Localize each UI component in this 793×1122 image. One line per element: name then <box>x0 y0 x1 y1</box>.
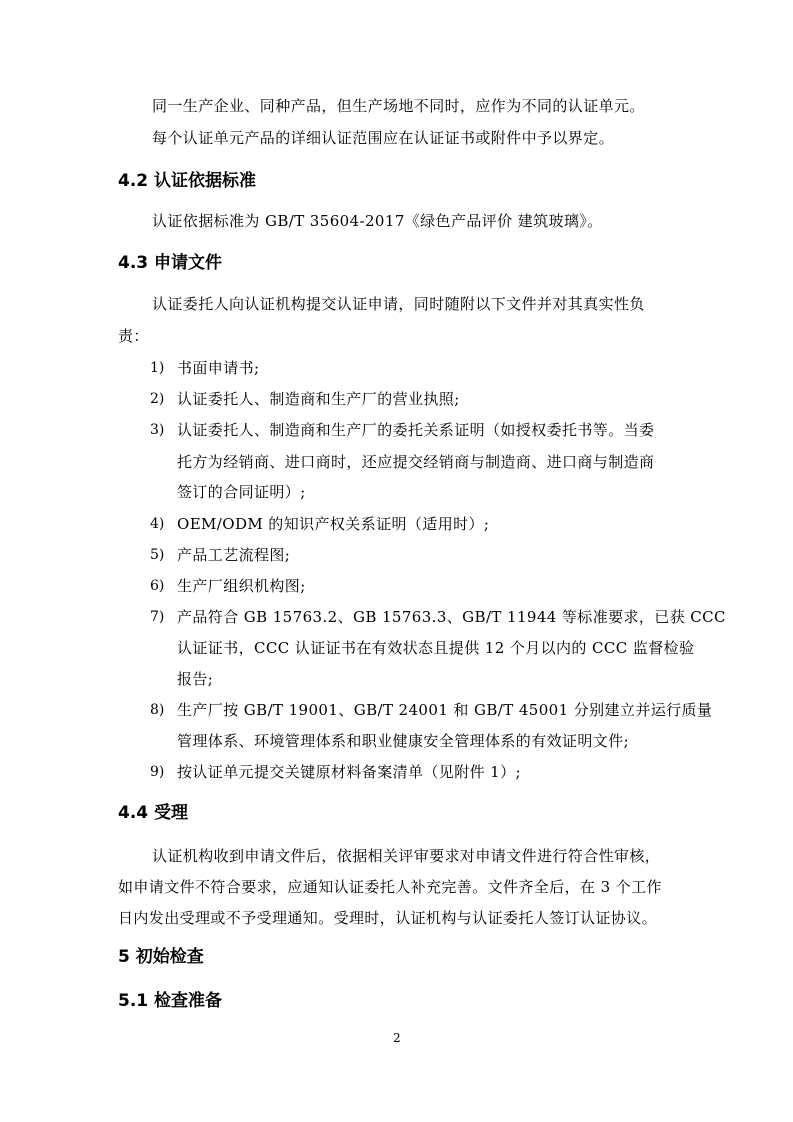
section-5-heading: 5 初始检查 <box>118 947 204 967</box>
section-5-1-heading: 5.1 检查准备 <box>118 991 223 1011</box>
list-item-text: 认证委托人、制造商和生产厂的营业执照; <box>177 390 460 408</box>
intro-line-1: 同一生产企业、同种产品，但生产场地不同时，应作为不同的认证单元。 <box>152 97 645 115</box>
list-item-number: 3) <box>150 422 165 438</box>
section-4-4-heading: 4.4 受理 <box>118 803 189 823</box>
list-item-number: 8) <box>150 702 165 718</box>
list-item-number: 1) <box>150 360 165 376</box>
section-4-4-line-3: 日内发出受理或不予受理通知。受理时，认证机构与认证委托人签订认证协议。 <box>118 909 658 927</box>
list-item-text: 生产厂组织机构图; <box>177 577 306 595</box>
section-4-4-line-2: 如申请文件不符合要求，应通知认证委托人补充完善。文件齐全后，在 3 个工作 <box>118 878 662 896</box>
list-item-number: 2) <box>150 391 165 407</box>
list-item-number: 5) <box>150 547 165 563</box>
list-item-number: 9) <box>150 764 165 780</box>
section-4-4-line-1: 认证机构收到申请文件后，依据相关评审要求对申请文件进行符合性审核， <box>152 847 661 865</box>
section-4-3-heading: 4.3 申请文件 <box>118 253 223 273</box>
section-4-3-intro-line-2: 责： <box>118 327 149 345</box>
list-item-text: 产品符合 GB 15763.2、GB 15763.3、GB/T 11944 等标准要求，已获 CCC <box>177 608 726 626</box>
list-item-number: 4) <box>150 516 165 532</box>
list-item-number: 7) <box>150 609 165 625</box>
page-number: 2 <box>393 1031 401 1045</box>
list-item-text: 管理体系、环境管理体系和职业健康安全管理体系的有效证明文件; <box>177 732 630 750</box>
list-item-text: 签订的合同证明）; <box>177 483 306 501</box>
list-item-text: 产品工艺流程图; <box>177 546 291 564</box>
intro-line-2: 每个认证单元产品的详细认证范围应在认证证书或附件中予以界定。 <box>152 129 615 147</box>
section-4-2-heading: 4.2 认证依据标准 <box>118 171 257 191</box>
list-item-text: 认证证书，CCC 认证证书在有效状态且提供 12 个月以内的 CCC 监督检验 <box>177 639 695 657</box>
section-4-3-intro-line-1: 认证委托人向认证机构提交认证申请，同时随附以下文件并对其真实性负 <box>152 295 645 313</box>
list-item-text: 报告; <box>177 670 214 688</box>
list-item-text: 书面申请书; <box>177 359 260 377</box>
list-item-text: 按认证单元提交关键原材料备案清单（见附件 1）; <box>177 763 521 781</box>
section-4-2-text: 认证依据标准为 GB/T 35604-2017《绿色产品评价 建筑玻璃》。 <box>152 212 603 230</box>
list-item-text: OEM/ODM 的知识产权关系证明（适用时）; <box>177 515 490 533</box>
list-item-text: 托方为经销商、进口商时，还应提交经销商与制造商、进口商与制造商 <box>177 453 655 471</box>
list-item-text: 认证委托人、制造商和生产厂的委托关系证明（如授权委托书等。当委 <box>177 421 655 439</box>
list-item-number: 6) <box>150 578 165 594</box>
list-item-text: 生产厂按 GB/T 19001、GB/T 24001 和 GB/T 45001 分别建立并运行质量 <box>177 701 713 719</box>
